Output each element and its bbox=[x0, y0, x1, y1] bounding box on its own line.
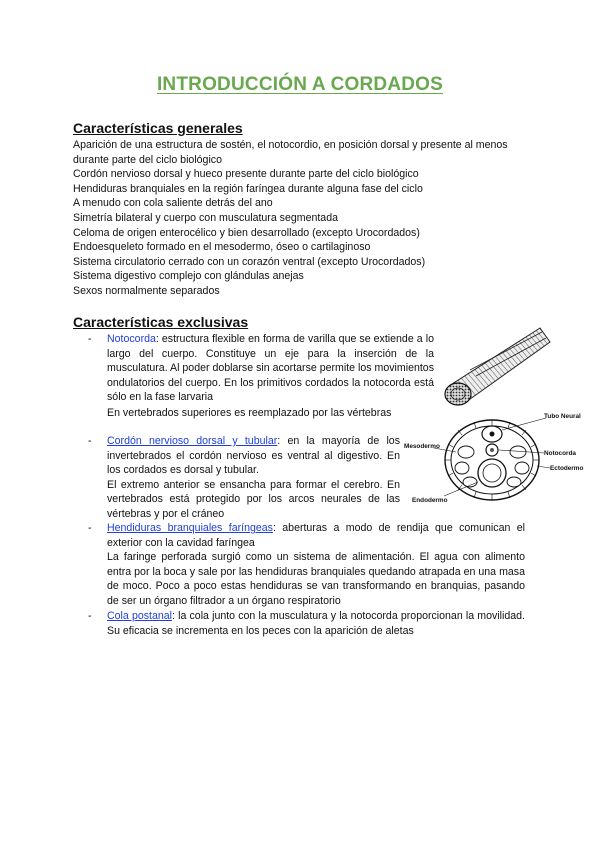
item-label-hendiduras: Hendiduras branquiales faríngeas bbox=[107, 522, 273, 534]
bullet-dash: - bbox=[88, 333, 92, 345]
item-body bbox=[107, 434, 400, 522]
notochord-rod-illustration bbox=[440, 322, 555, 412]
item-text: : aberturas a modo de rendija que comunican el exterior con la cavidad faríngea bbox=[107, 522, 525, 549]
item-text: : estructura flexible en forma de varilla que se extiende a lo largo del cuerpo. Constituye un eje para la inserción de la musculatura. Al poder doblarse sin acortarse permite los movimientos ondulatorios del cuerpo. En los primitivos cordados la notocorda está sólo en la fase larvaria bbox=[107, 333, 434, 404]
label-ectodermo: Ectodermo bbox=[550, 465, 584, 472]
item-text: : la cola junto con la musculatura y la notocorda proporcionan la movilidad. Su eficacia se incrementa en los peces con la aparición de aletas bbox=[107, 610, 525, 637]
item-extra: El extremo anterior se ensancha para formar el cerebro. En vertebrados está protegido por los arcos neurales de las vértebras y por el cráneo bbox=[107, 478, 400, 520]
label-mesodermo: Mesodermo bbox=[404, 443, 440, 450]
list-item: Simetría bilateral y cuerpo con musculatura segmentada bbox=[73, 211, 338, 224]
label-tubo-neural: Tubo Neural bbox=[544, 413, 581, 420]
item-extra: En vertebrados superiores es reemplazado por las vértebras bbox=[107, 406, 392, 419]
label-endodermo: Endodermo bbox=[412, 497, 448, 504]
item-label-cola: Cola postanal bbox=[107, 610, 172, 622]
list-item: Sistema circulatorio cerrado con un corazón ventral (excepto Urocordados) bbox=[73, 255, 426, 268]
section-heading-exclusivas: Características exclusivas bbox=[73, 314, 249, 330]
item-body bbox=[107, 521, 525, 609]
list-item: Hendiduras branquiales en la región faríngea durante alguna fase del ciclo bbox=[73, 182, 423, 195]
page-title: INTRODUCCIÓN A CORDADOS bbox=[156, 74, 444, 95]
chordate-cross-section-diagram bbox=[404, 410, 594, 510]
list-item: Celoma de origen enterocélico y bien desarrollado (excepto Urocordados) bbox=[73, 226, 420, 239]
item-label-cordon: Cordón nervioso dorsal y tubular bbox=[107, 435, 278, 447]
list-item: Endoesqueleto formado en el mesodermo, óseo o cartilaginoso bbox=[73, 241, 371, 254]
item-extra: La faringe perforada surgió como un sistema de alimentación. El agua con alimento entra por la boca y sale por las hendiduras branquiales quedando atrapada en una masa de moco. Poco a poco estas hendiduras se van transformando en branquias, pasando de ser un órgano filtrador a un órgano respiratorio bbox=[107, 551, 525, 607]
list-item: Aparición de una estructura de sostén, el notocordio, en posición dorsal y presente al menos durante parte del ciclo biológico bbox=[73, 139, 508, 166]
list-item: Sexos normalmente separados bbox=[73, 284, 220, 297]
label-notocorda: Notocorda bbox=[544, 450, 576, 457]
item-body bbox=[107, 609, 525, 638]
list-item: Sistema digestivo complejo con glándulas anejas bbox=[73, 270, 304, 283]
section-heading-generales: Características generales bbox=[73, 120, 243, 136]
general-characteristics-list bbox=[73, 138, 513, 299]
item-label-notocorda: Notocorda bbox=[107, 333, 156, 345]
bullet-dash: - bbox=[88, 522, 92, 534]
bullet-dash: - bbox=[88, 435, 92, 447]
list-item: Cordón nervioso dorsal y hueco presente durante parte del ciclo biológico bbox=[73, 168, 419, 181]
bullet-dash: - bbox=[88, 610, 92, 622]
list-item: A menudo con cola saliente detrás del ano bbox=[73, 197, 273, 210]
item-body bbox=[107, 332, 434, 421]
item-text: : en la mayoría de los invertebrados el cordón nervioso es ventral al digestivo. En los cordados es dorsal y tubular. bbox=[107, 435, 400, 477]
